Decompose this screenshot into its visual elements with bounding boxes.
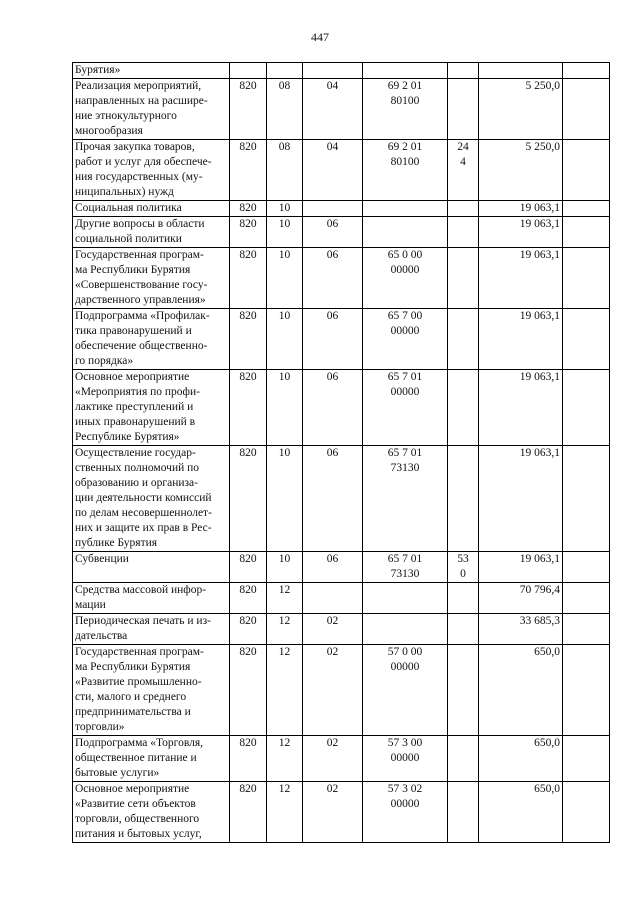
gr-code: 820	[230, 446, 267, 552]
csr-code: 65 7 01 73130	[363, 446, 448, 552]
amount	[479, 63, 563, 79]
extra-cell	[563, 645, 610, 736]
pr-code: 06	[303, 370, 363, 446]
gr-code: 820	[230, 370, 267, 446]
csr-code: 65 7 00 00000	[363, 309, 448, 370]
extra-cell	[563, 583, 610, 614]
rz-code: 10	[267, 201, 303, 217]
gr-code: 820	[230, 140, 267, 201]
table-row	[73, 140, 610, 201]
amount: 19 063,1	[479, 248, 563, 309]
rz-code: 08	[267, 140, 303, 201]
csr-code: 57 3 00 00000	[363, 736, 448, 782]
pr-code: 04	[303, 79, 363, 140]
amount: 5 250,0	[479, 140, 563, 201]
extra-cell	[563, 140, 610, 201]
vr-code	[448, 370, 479, 446]
csr-code: 65 7 01 00000	[363, 370, 448, 446]
amount: 19 063,1	[479, 217, 563, 248]
item-name: Социальная политика	[73, 201, 230, 217]
pr-code: 06	[303, 446, 363, 552]
csr-code	[363, 63, 448, 79]
amount: 19 063,1	[479, 370, 563, 446]
gr-code: 820	[230, 309, 267, 370]
table-row	[73, 309, 610, 370]
pr-code: 06	[303, 309, 363, 370]
extra-cell	[563, 446, 610, 552]
amount: 650,0	[479, 645, 563, 736]
table-row	[73, 583, 610, 614]
vr-code	[448, 446, 479, 552]
table-row	[73, 645, 610, 736]
gr-code: 820	[230, 217, 267, 248]
extra-cell	[563, 370, 610, 446]
gr-code: 820	[230, 552, 267, 583]
amount: 19 063,1	[479, 201, 563, 217]
gr-code: 820	[230, 79, 267, 140]
vr-code	[448, 79, 479, 140]
vr-code	[448, 201, 479, 217]
extra-cell	[563, 614, 610, 645]
pr-code: 02	[303, 614, 363, 645]
rz-code: 10	[267, 446, 303, 552]
amount: 19 063,1	[479, 309, 563, 370]
item-name: Другие вопросы в области социальной политики	[73, 217, 230, 248]
pr-code: 06	[303, 217, 363, 248]
csr-code: 69 2 01 80100	[363, 140, 448, 201]
item-name: Подпрограмма «Профилак- тика правонарушений и обеспечение общественно- го порядка»	[73, 309, 230, 370]
rz-code: 10	[267, 370, 303, 446]
vr-code	[448, 782, 479, 843]
amount: 70 796,4	[479, 583, 563, 614]
item-name: Подпрограмма «Торговля, общественное питание и бытовые услуги»	[73, 736, 230, 782]
extra-cell	[563, 79, 610, 140]
gr-code: 820	[230, 614, 267, 645]
extra-cell	[563, 309, 610, 370]
item-name: Осуществление государ- ственных полномочий по образованию и организа- ции деятельности комиссий по делам несовершеннолет- них и защите их прав в Рес- публике Бурятия	[73, 446, 230, 552]
rz-code: 12	[267, 614, 303, 645]
rz-code: 10	[267, 248, 303, 309]
item-name: Реализация мероприятий, направленных на расшире- ние этнокультурного многообразия	[73, 79, 230, 140]
rz-code: 12	[267, 645, 303, 736]
rz-code: 10	[267, 217, 303, 248]
pr-code: 06	[303, 248, 363, 309]
table-row	[73, 614, 610, 645]
vr-code	[448, 583, 479, 614]
pr-code	[303, 63, 363, 79]
pr-code: 06	[303, 552, 363, 583]
vr-code	[448, 63, 479, 79]
item-name: Основное мероприятие «Развитие сети объектов торговли, общественного питания и бытовых услуг,	[73, 782, 230, 843]
table-row	[73, 79, 610, 140]
table-row	[73, 248, 610, 309]
pr-code	[303, 201, 363, 217]
pr-code	[303, 583, 363, 614]
vr-code: 53 0	[448, 552, 479, 583]
table-row	[73, 217, 610, 248]
table-row	[73, 370, 610, 446]
gr-code: 820	[230, 583, 267, 614]
gr-code: 820	[230, 201, 267, 217]
item-name: Бурятия»	[73, 63, 230, 79]
pr-code: 04	[303, 140, 363, 201]
item-name: Средства массовой инфор- мации	[73, 583, 230, 614]
table-row	[73, 552, 610, 583]
csr-code	[363, 614, 448, 645]
rz-code: 10	[267, 552, 303, 583]
csr-code: 57 3 02 00000	[363, 782, 448, 843]
rz-code: 08	[267, 79, 303, 140]
gr-code: 820	[230, 645, 267, 736]
amount: 33 685,3	[479, 614, 563, 645]
vr-code	[448, 736, 479, 782]
rz-code: 12	[267, 782, 303, 843]
page-number: 447	[311, 30, 329, 44]
csr-code	[363, 201, 448, 217]
rz-code: 12	[267, 583, 303, 614]
table-row	[73, 201, 610, 217]
table-row	[73, 736, 610, 782]
csr-code: 57 0 00 00000	[363, 645, 448, 736]
extra-cell	[563, 248, 610, 309]
amount: 650,0	[479, 736, 563, 782]
pr-code: 02	[303, 645, 363, 736]
gr-code: 820	[230, 782, 267, 843]
rz-code: 10	[267, 309, 303, 370]
pr-code: 02	[303, 736, 363, 782]
item-name: Государственная програм- ма Республики Бурятия «Развитие промышленно- сти, малого и среднего предпринимательства и торговли»	[73, 645, 230, 736]
gr-code: 820	[230, 736, 267, 782]
extra-cell	[563, 552, 610, 583]
csr-code	[363, 217, 448, 248]
rz-code	[267, 63, 303, 79]
csr-code: 69 2 01 80100	[363, 79, 448, 140]
csr-code: 65 0 00 00000	[363, 248, 448, 309]
item-name: Прочая закупка товаров, работ и услуг для обеспече- ния государственных (му- ниципальных) нужд	[73, 140, 230, 201]
item-name: Основное мероприятие «Мероприятия по профи- лактике преступлений и иных правонарушений в Республике Бурятия»	[73, 370, 230, 446]
amount: 19 063,1	[479, 552, 563, 583]
csr-code	[363, 583, 448, 614]
item-name: Государственная програм- ма Республики Бурятия «Совершенствование госу- дарственного управления»	[73, 248, 230, 309]
vr-code	[448, 217, 479, 248]
csr-code: 65 7 01 73130	[363, 552, 448, 583]
item-name: Субвенции	[73, 552, 230, 583]
gr-code	[230, 63, 267, 79]
vr-code	[448, 614, 479, 645]
vr-code	[448, 248, 479, 309]
amount: 19 063,1	[479, 446, 563, 552]
gr-code: 820	[230, 248, 267, 309]
extra-cell	[563, 217, 610, 248]
table-row	[73, 446, 610, 552]
table-row	[73, 782, 610, 843]
vr-code: 24 4	[448, 140, 479, 201]
extra-cell	[563, 736, 610, 782]
table-row	[73, 63, 610, 79]
vr-code	[448, 309, 479, 370]
amount: 650,0	[479, 782, 563, 843]
extra-cell	[563, 782, 610, 843]
extra-cell	[563, 201, 610, 217]
rz-code: 12	[267, 736, 303, 782]
extra-cell	[563, 63, 610, 79]
vr-code	[448, 645, 479, 736]
budget-table	[72, 62, 610, 843]
pr-code: 02	[303, 782, 363, 843]
item-name: Периодическая печать и из- дательства	[73, 614, 230, 645]
amount: 5 250,0	[479, 79, 563, 140]
